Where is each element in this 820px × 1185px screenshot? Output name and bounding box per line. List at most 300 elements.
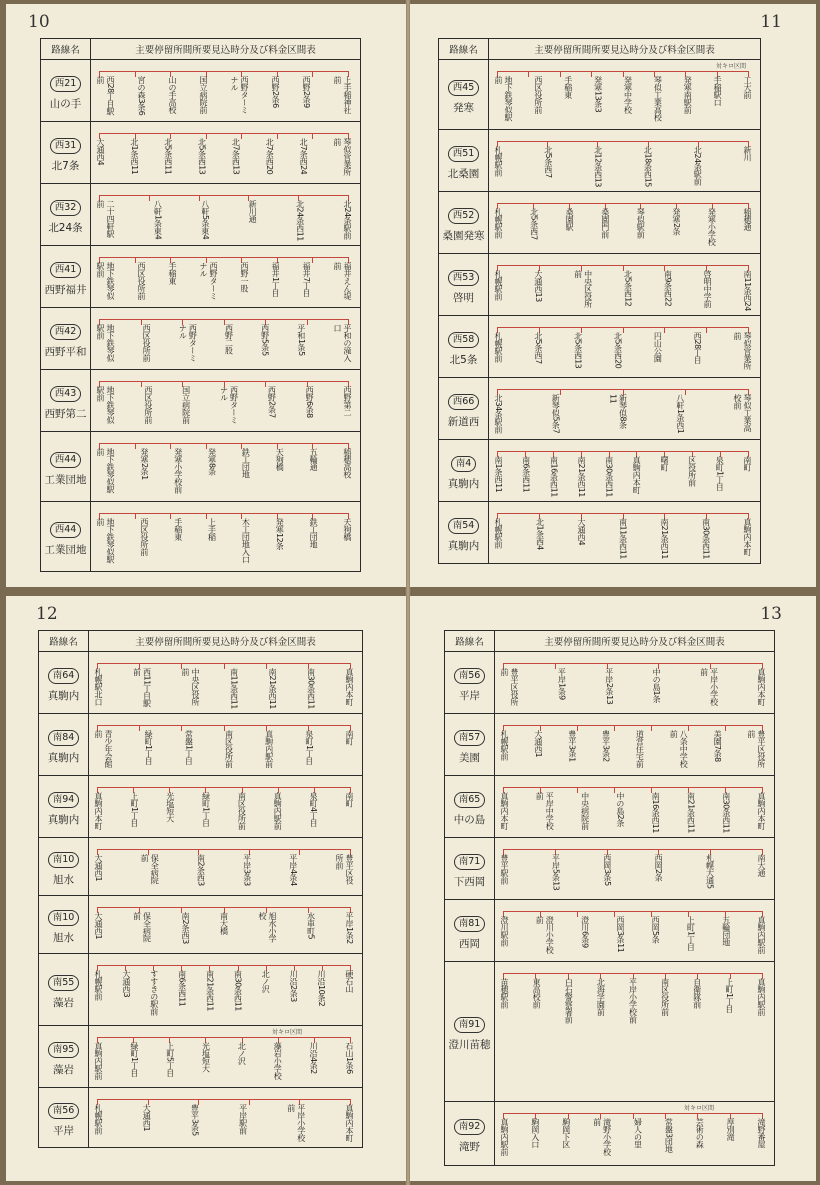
stop-name: 厚別滝: [726, 1118, 736, 1141]
stop-name: 駒岡入口: [530, 1118, 540, 1148]
stop-name: 保全病院前: [140, 854, 160, 884]
stop-name: 地下鉄琴似駅前: [96, 386, 115, 424]
route-name: 西野福井: [44, 283, 87, 296]
route-line: [503, 787, 762, 788]
stop-name: 川沿4条2: [309, 1042, 319, 1074]
route-name: 藻岩: [53, 996, 74, 1009]
stop-name: 上町5丁目: [165, 1042, 175, 1077]
stop-name: 発寒小学校: [707, 208, 717, 246]
stop-name: 桑園駅: [565, 208, 575, 231]
route-row: [41, 60, 361, 122]
stop-name: 手稲駅口: [713, 76, 723, 106]
route-code-badge: 南57: [454, 730, 486, 746]
route-name: 北24条: [48, 221, 83, 234]
stop-name: 平岸小学校前: [699, 668, 719, 706]
stop-list: [93, 1104, 354, 1143]
stop-name: 緑町1丁目: [201, 792, 211, 827]
stop-name: 西野2条6: [271, 76, 280, 108]
stop-list: [499, 730, 766, 771]
stop-name: 澄川駅前: [500, 916, 509, 946]
stop-name: 稲穂通: [742, 208, 752, 231]
stop-name: 旭水小学校: [258, 912, 277, 942]
page-number: 13: [760, 604, 782, 624]
stop-name: 南30条西11: [306, 668, 316, 709]
stop-name: 北34条駅前: [494, 394, 503, 434]
route-name: 平岸: [459, 689, 480, 702]
stop-name: 南区役所前: [224, 730, 234, 768]
col-info-header: 主要停留所間所要見込時分及び料金区間表: [89, 631, 363, 652]
route-cell: [41, 122, 91, 184]
stop-name: 札幌駅前: [494, 332, 503, 362]
route-code-badge: 西58: [448, 332, 480, 348]
stop-list: [95, 76, 352, 117]
route-row: [39, 1088, 363, 1148]
stop-name: 中央区役所前: [181, 668, 200, 706]
col-info-header: 主要停留所間所要見込時分及び料金区間表: [91, 39, 361, 60]
route-code-badge: 西44: [50, 452, 82, 468]
stop-name: 南11条西11: [618, 518, 628, 559]
stop-name: 白石警察署前: [564, 978, 574, 1023]
stop-name: 西野6条8: [305, 386, 315, 418]
route-row: [39, 776, 363, 838]
stop-name: 平和1条5: [296, 324, 306, 356]
stop-name: 駒岡下区: [561, 1118, 571, 1148]
route-row: [439, 130, 761, 192]
stop-name: 札幌駅前: [494, 146, 503, 176]
route-name: 美園: [459, 751, 480, 764]
stop-name: 藻岩小学校: [273, 1042, 283, 1080]
stop-name: 真駒内本町: [632, 456, 642, 494]
stop-name: 豊平区役所前: [500, 668, 519, 706]
stop-name: 西区役所前: [137, 262, 146, 300]
stop-name: 南区役所前: [237, 792, 247, 830]
stop-name: 大通西1: [94, 854, 103, 882]
stop-name: 北5条西7: [533, 332, 543, 364]
stop-name: 札幌駅前: [94, 1104, 103, 1134]
route-code-badge: 南54: [448, 518, 480, 534]
route-row: [39, 896, 363, 954]
stop-name: 真駒内駅前: [757, 978, 766, 1016]
stop-list: [93, 668, 354, 709]
stop-name: 上町1丁目: [686, 916, 696, 951]
stop-name: 豊平駅前: [500, 854, 509, 884]
stop-name: 南町: [344, 730, 354, 745]
zone-label: 対キロ区間: [271, 1029, 302, 1036]
col-route-header: 路線名: [439, 39, 489, 60]
route-name: 工業団地: [44, 473, 87, 486]
page-12: [6, 596, 406, 1181]
stop-list: [499, 792, 766, 833]
stop-list: [499, 668, 766, 709]
stops-cell: [89, 714, 363, 776]
route-name: 滝野: [459, 1140, 480, 1153]
stop-name: 美園7条8: [713, 730, 723, 762]
route-row: [41, 370, 361, 432]
stops-cell: [489, 378, 761, 440]
stop-name: 新川: [742, 146, 752, 161]
route-name: 西野第二: [44, 407, 87, 420]
stop-list: [493, 208, 752, 249]
stop-name: 婦人の里: [633, 1118, 643, 1148]
route-line: [99, 195, 348, 196]
stop-name: 西野第二: [342, 386, 352, 416]
stop-name: 真駒内本町: [756, 668, 766, 706]
stop-name: 真駒内本町: [94, 792, 103, 830]
stop-name: 豊平3条1: [567, 730, 577, 762]
stops-cell: [91, 432, 361, 502]
stop-name: 泉町4丁目: [309, 792, 319, 827]
route-row: [41, 246, 361, 308]
route-code-badge: 南95: [48, 1042, 80, 1058]
stop-name: 二十四軒駅前: [96, 200, 115, 238]
stop-name: 西野2条7: [267, 386, 277, 418]
route-row: [439, 192, 761, 254]
stop-name: 西野5条5: [260, 324, 270, 356]
stop-name: 北24条駅前: [693, 146, 703, 186]
route-name: 工業団地: [44, 543, 87, 556]
route-code-badge: 西45: [448, 80, 480, 96]
route-cell: [41, 246, 91, 308]
stop-name: 北5条西11: [163, 138, 173, 175]
stop-name: 南2条西3: [196, 854, 206, 886]
stop-list: [93, 792, 354, 833]
route-name: 真駒内: [447, 477, 480, 490]
route-cell: [41, 370, 91, 432]
stop-list: [93, 854, 354, 891]
route-name: 新道西: [447, 415, 480, 428]
stop-name: 中央病院前: [580, 792, 590, 830]
route-row: [41, 308, 361, 370]
col-route-header: 路線名: [39, 631, 89, 652]
route-table: [444, 630, 775, 1166]
stops-cell: [91, 60, 361, 122]
bleed-through-text: [782, 42, 816, 577]
route-cell: [41, 308, 91, 370]
stop-name: 真駒内駅前: [756, 916, 766, 954]
stop-name: 北12条西13: [593, 146, 603, 187]
stop-name: 新琴似5条7: [551, 394, 561, 434]
stop-name: 豊平3条5: [190, 1104, 200, 1136]
route-row: [445, 838, 775, 900]
stop-name: 西11丁目駅前: [132, 668, 152, 708]
stop-name: 北7条西24: [299, 138, 309, 175]
stops-cell: [489, 130, 761, 192]
stop-name: 西28丁目駅前: [96, 76, 115, 116]
route-cell: [439, 254, 489, 316]
stop-name: 豊平区役所前: [334, 854, 354, 884]
route-row: [39, 954, 363, 1026]
route-row: [439, 502, 761, 564]
route-cell: [439, 316, 489, 378]
stop-list: [95, 324, 352, 365]
route-name: 発寒: [453, 101, 474, 114]
route-row: [439, 378, 761, 440]
route-code-badge: 南94: [48, 792, 80, 808]
stop-name: 南21条西11: [268, 668, 277, 709]
stop-name: 新琴似8条11: [608, 394, 628, 429]
route-row: [39, 652, 363, 714]
stop-name: 平岸中学校前: [535, 792, 555, 830]
route-line: [99, 513, 348, 514]
stops-cell: [489, 192, 761, 254]
route-name: 啓明: [453, 291, 474, 304]
stop-name: 南9条西22: [663, 270, 673, 307]
stop-name: 南11条西24: [742, 270, 752, 311]
route-name: 平岸: [53, 1124, 74, 1137]
stop-name: 八軒1条西1: [675, 394, 685, 434]
route-name: 北桑園: [447, 167, 480, 180]
stop-name: 五輪団地: [721, 916, 731, 946]
stop-name: 豊平区役所前: [746, 730, 766, 768]
stop-name: 新川通: [248, 200, 258, 223]
stops-cell: [495, 838, 775, 900]
stops-cell: [89, 776, 363, 838]
stop-name: 緑町1丁目: [144, 730, 154, 765]
stop-name: 平岸4条4: [288, 854, 298, 886]
stop-name: 北5条西12: [623, 270, 633, 307]
route-row: [439, 60, 761, 130]
stop-name: 北5条西13: [197, 138, 207, 175]
route-code-badge: 南55: [48, 975, 80, 991]
route-row: [445, 714, 775, 776]
stop-name: 北海学園前: [596, 978, 606, 1016]
route-row: [39, 838, 363, 896]
stop-name: 真駒内本町: [500, 792, 509, 830]
stop-list: [499, 978, 766, 1097]
stop-name: 澄川小学校前: [535, 916, 555, 954]
stop-name: 南30条西11: [604, 456, 614, 497]
stop-name: 北7条西20: [265, 138, 275, 175]
stop-name: 桑園門前: [600, 208, 610, 238]
route-line: [99, 257, 348, 258]
route-row: [445, 652, 775, 714]
stop-name: 芸術の森: [695, 1118, 705, 1148]
stop-name: 真駒内本町: [344, 1104, 354, 1142]
route-cell: [41, 60, 91, 122]
stop-list: [499, 1118, 766, 1161]
stop-name: 豊平3条2: [601, 730, 611, 762]
route-cell: [439, 60, 489, 130]
stop-name: 南30条西11: [233, 970, 243, 1011]
stop-name: 真駒内駅前: [500, 1118, 509, 1156]
bleed-through-text: [372, 634, 406, 1171]
route-name: 西野平和: [44, 345, 87, 358]
stop-list: [95, 200, 352, 241]
stop-list: [93, 970, 354, 1021]
stop-name: 南21条西11: [205, 970, 215, 1011]
route-cell: [439, 378, 489, 440]
stop-name: 南2条西3: [181, 912, 190, 944]
stops-cell: [91, 502, 361, 572]
stop-name: 北24条駅前: [342, 200, 352, 240]
stops-cell: [489, 440, 761, 502]
route-cell: [445, 1102, 495, 1166]
zone-label: 対キロ区間: [715, 63, 746, 70]
route-name: 真駒内: [47, 751, 80, 764]
stop-name: 西区役所前: [143, 386, 153, 424]
stop-name: 手稲東: [563, 76, 573, 99]
stop-name: 硬石山: [344, 970, 354, 993]
stop-name: 地下鉄琴似駅前: [96, 262, 115, 300]
stop-name: 北5条西13: [573, 332, 583, 369]
stop-name: 水車町5: [306, 912, 316, 940]
route-table: [438, 38, 761, 564]
stop-name: 緑町1丁目: [129, 1042, 139, 1077]
stop-name: 南11条西11: [229, 668, 239, 709]
stop-name: 南21条西11: [576, 456, 586, 497]
page-10: [6, 4, 406, 587]
route-code-badge: 南71: [454, 854, 486, 870]
route-line: [503, 849, 762, 850]
route-line: [497, 451, 748, 452]
stops-cell: [495, 1102, 775, 1166]
route-code-badge: 西51: [448, 146, 480, 162]
stop-name: 常盤1丁目: [184, 730, 194, 765]
route-row: [41, 502, 361, 572]
stop-name: 保全病院前: [132, 912, 152, 942]
route-name: 桑園発寒: [442, 229, 485, 242]
route-name: 藻岩: [53, 1063, 74, 1076]
col-info-header: 主要停留所間所要見込時分及び料金区間表: [489, 39, 761, 60]
stops-cell: [89, 896, 363, 954]
route-code-badge: 南56: [454, 668, 486, 684]
stop-name: 平岸3条3: [242, 854, 252, 886]
stop-name: 西野ターミナル: [199, 262, 218, 300]
route-code-badge: 西52: [448, 208, 480, 224]
stop-name: 真駒内駅前: [273, 792, 283, 830]
col-route-header: 路線名: [41, 39, 91, 60]
route-code-badge: 南64: [48, 668, 80, 684]
stop-name: 西野一股: [240, 262, 249, 292]
stop-name: 北5条西20: [613, 332, 623, 369]
stop-list: [493, 394, 752, 435]
stop-name: 真駒内本町: [345, 668, 354, 706]
stop-name: 西岡5条: [651, 916, 661, 944]
stops-cell: [489, 502, 761, 564]
route-row: [39, 714, 363, 776]
stop-name: 平岸1条9: [557, 668, 567, 700]
route-line: [503, 663, 762, 664]
stop-name: 西岡3条11: [615, 916, 625, 953]
stops-cell: [89, 954, 363, 1026]
route-cell: [439, 502, 489, 564]
route-row: [41, 184, 361, 246]
page-11: [410, 4, 816, 587]
route-row: [439, 254, 761, 316]
stop-name: 手稲東: [173, 518, 183, 541]
stop-name: 大通西1: [142, 1104, 152, 1132]
stop-name: 南21条西11: [686, 792, 696, 833]
route-line: [497, 203, 748, 204]
stop-name: 中央区役所前: [573, 270, 593, 308]
stop-name: 八条中学校前: [669, 730, 689, 768]
stop-name: 南1条西11: [494, 456, 503, 493]
stop-name: 北ノ沢: [261, 970, 271, 993]
route-row: [445, 900, 775, 962]
stop-name: 札幌駅前: [494, 518, 503, 548]
route-cell: [41, 432, 91, 502]
stop-name: 琴似工業高校前: [733, 394, 752, 432]
route-code-badge: 西21: [50, 76, 82, 92]
stop-list: [493, 270, 752, 311]
route-table: [40, 38, 361, 572]
stop-name: 発寒13条3: [593, 76, 603, 113]
route-name: 北5条: [449, 353, 478, 366]
stop-name: 札幌駅前: [494, 208, 503, 238]
route-line: [497, 141, 748, 142]
stop-name: 発寒小学校前: [173, 448, 183, 493]
stop-name: 発寒2条: [671, 208, 681, 236]
page-number: 10: [28, 12, 50, 32]
stop-name: 地下鉄琴似駅前: [96, 518, 115, 563]
stop-name: 区役所前: [687, 456, 697, 486]
route-code-badge: 南92: [454, 1119, 486, 1135]
stop-name: 地下鉄琴似駅前: [96, 324, 115, 362]
route-line: [99, 443, 348, 444]
route-cell: [39, 896, 89, 954]
stop-list: [493, 146, 752, 187]
stops-cell: [495, 962, 775, 1102]
route-code-badge: 南4: [451, 456, 477, 472]
stops-cell: [89, 1088, 363, 1148]
route-name: 旭水: [53, 873, 74, 886]
stop-name: 南区役所前: [660, 978, 670, 1016]
route-row: [445, 776, 775, 838]
route-cell: [41, 184, 91, 246]
stop-list: [95, 448, 352, 497]
route-cell: [39, 838, 89, 896]
stop-name: 上手稲: [207, 518, 217, 541]
stop-name: 北7条西13: [231, 138, 241, 175]
stop-name: 大通西1: [94, 912, 103, 940]
stop-name: 地下鉄琴似駅前: [96, 448, 115, 493]
stop-name: 泉町1丁目: [304, 730, 314, 765]
stop-name: 滝野小学校前: [592, 1118, 612, 1156]
stops-cell: [495, 776, 775, 838]
stop-name: 八軒5条東4: [200, 200, 210, 240]
stop-name: 南町: [344, 792, 354, 807]
stops-cell: [91, 122, 361, 184]
stop-name: 北24条西11: [295, 200, 305, 241]
stop-list: [93, 730, 354, 771]
route-name: 真駒内: [47, 689, 80, 702]
stop-name: 大通西1: [533, 730, 543, 758]
stops-cell: [91, 246, 361, 308]
stop-name: 自衛隊前: [692, 978, 702, 1008]
route-row: [439, 440, 761, 502]
stop-name: 発寒2条1: [139, 448, 149, 480]
route-code-badge: 西42: [50, 324, 82, 340]
stop-list: [95, 138, 352, 179]
stop-name: 北5条西7: [529, 208, 539, 240]
stop-name: 北1条西11: [129, 138, 139, 175]
route-code-badge: 西53: [448, 270, 480, 286]
stop-name: 鉄工団地: [309, 518, 319, 548]
stop-name: 木工団地入口: [241, 518, 251, 563]
stop-name: 光塩短大: [165, 792, 175, 822]
stop-name: 平岸5条13: [551, 854, 561, 891]
stop-name: 南6条西11: [177, 970, 187, 1007]
stop-name: 西28丁目: [693, 332, 703, 364]
stop-name: 発寒中学校: [623, 76, 633, 114]
stop-name: 手稲東: [168, 262, 177, 285]
route-code-badge: 西31: [50, 138, 82, 154]
route-line: [99, 133, 348, 134]
route-row: [445, 962, 775, 1102]
route-table: [38, 630, 363, 1148]
stop-name: 発寒12条: [275, 518, 285, 550]
stop-name: 川沿2条3: [289, 970, 299, 1002]
